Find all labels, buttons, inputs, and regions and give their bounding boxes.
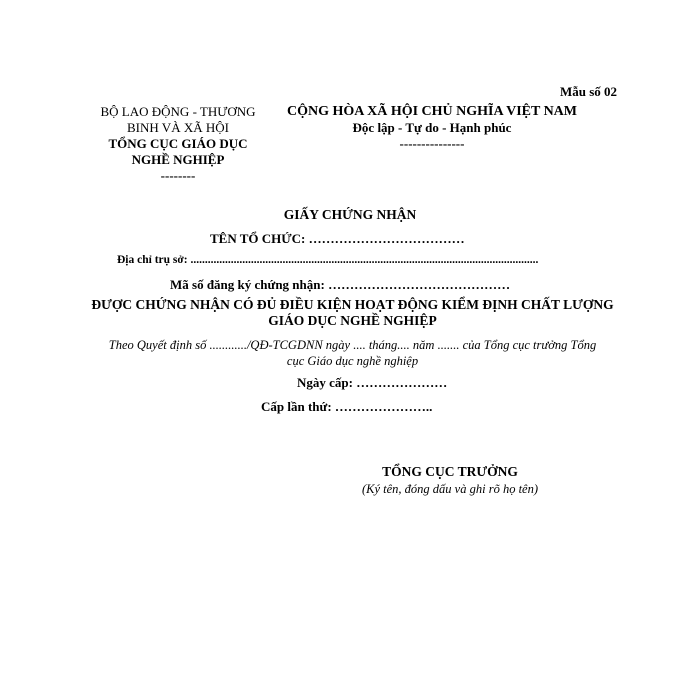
decision-line2: cục Giáo dục nghề nghiệp xyxy=(286,354,419,368)
signer-note: (Ký tên, đóng dấu và ghi rõ họ tên) xyxy=(361,482,538,496)
national-title: CỘNG HÒA XÃ HỘI CHỦ NGHĨA VIỆT NAM xyxy=(286,104,577,119)
issue-count-line xyxy=(261,399,432,415)
issuer-ministry-line2: BINH VÀ XÃ HỘI xyxy=(127,120,229,135)
issuer-department-line1: TỔNG CỤC GIÁO DỤC xyxy=(108,136,248,151)
address-line xyxy=(117,254,538,266)
signer-title: TỔNG CỤC TRƯỞNG xyxy=(382,464,518,479)
certificate-title: GIẤY CHỨNG NHẬN xyxy=(283,207,417,222)
national-separator: --------------- xyxy=(399,136,465,151)
national-header xyxy=(280,104,584,152)
address-label: Địa chỉ trụ sở: xyxy=(117,254,188,266)
decision-reference xyxy=(80,337,625,369)
organization-name-label: TÊN TỔ CHỨC: xyxy=(210,231,306,246)
issuer-separator: -------- xyxy=(160,168,196,183)
certification-statement xyxy=(80,297,625,329)
registration-number-line xyxy=(170,277,510,293)
registration-number-label: Mã số đăng ký chứng nhận: xyxy=(170,277,325,292)
issuer-header xyxy=(90,104,266,184)
decision-line1: Theo Quyết định số ............/QĐ-TCGDNN ngày .... tháng.... năm ....... của Tổng cục trưởng Tổng xyxy=(108,338,597,352)
issue-date-value: ………………… xyxy=(352,375,448,390)
statement-line1: ĐƯỢC CHỨNG NHẬN CÓ ĐỦ ĐIỀU KIỆN HOẠT ĐỘNG KIỂM ĐỊNH CHẤT LƯỢNG xyxy=(91,297,614,312)
form-number: Mẫu số 02 xyxy=(559,84,617,99)
issue-date-label: Ngày cấp: xyxy=(297,375,353,390)
national-motto: Độc lập - Tự do - Hạnh phúc xyxy=(352,120,512,135)
address-value: ......................................................................................................................... xyxy=(187,254,539,266)
issue-count-value: ………………….. xyxy=(331,399,433,414)
issuer-department-line2: NGHỀ NGHIỆP xyxy=(131,152,225,167)
issuer-ministry-line1: BỘ LAO ĐỘNG - THƯƠNG xyxy=(100,104,256,119)
registration-number-value: …………………………………… xyxy=(324,277,511,292)
issue-date-line xyxy=(297,375,447,391)
issue-count-label: Cấp lần thứ: xyxy=(261,399,332,414)
statement-line2: GIÁO DỤC NGHỀ NGHIỆP xyxy=(268,313,437,328)
organization-name-value: ……………………………… xyxy=(305,231,465,246)
organization-name-line xyxy=(210,231,465,247)
